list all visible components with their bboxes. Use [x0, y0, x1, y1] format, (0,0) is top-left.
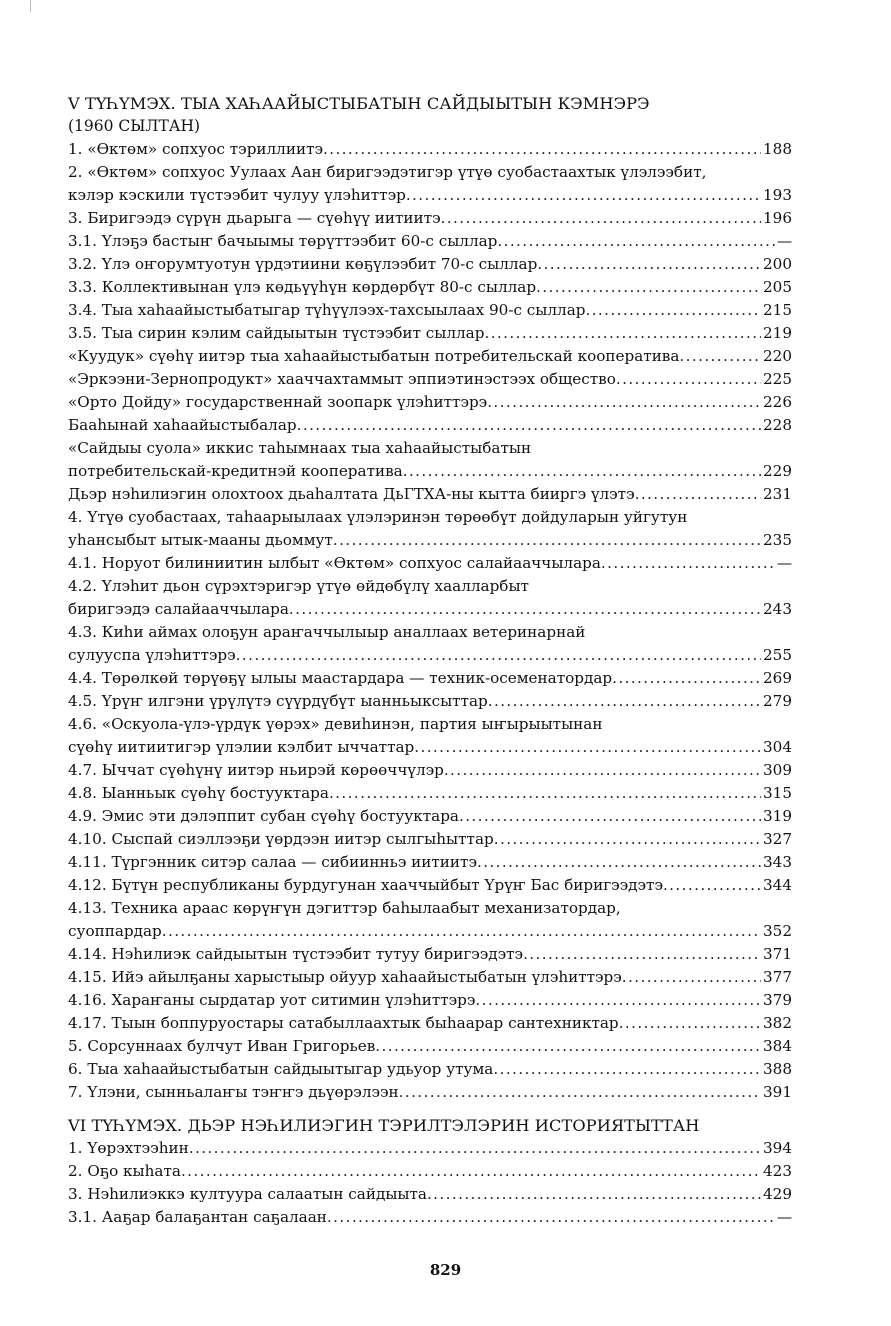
- toc-entry-title: 1. «Өктөм» сопхуос тэриллиитэ: [68, 140, 323, 158]
- toc-entry-page: 205: [763, 278, 792, 296]
- toc-entry-title: 3.3. Коллективынан үлэ көдьүүһүн көрдөрбүт 80-с сыллар: [68, 278, 537, 296]
- toc-entry[interactable]: [68, 966, 792, 989]
- toc-entry[interactable]: [68, 690, 792, 713]
- dot-leader: [493, 1058, 761, 1081]
- toc-entry-page: 384: [763, 1037, 792, 1055]
- dot-leader: [236, 644, 761, 667]
- toc-entry-page: 220: [763, 347, 792, 365]
- toc-entry-row: [68, 1206, 792, 1229]
- section-subtitle: (1960 СЫЛТАН): [68, 117, 201, 135]
- toc-entry-page: 228: [763, 416, 792, 434]
- toc-entry-row: [68, 345, 792, 368]
- table-of-contents: [68, 92, 792, 1229]
- dot-leader: [333, 529, 761, 552]
- toc-entry-title: 5. Сорсуннаах булчут Иван Григорьев: [68, 1037, 376, 1055]
- toc-entry-page: 231: [763, 485, 792, 503]
- toc-entry-title: 4.11. Түргэнник ситэр салаа — сибиинньэ иитиитэ: [68, 853, 477, 871]
- toc-entry[interactable]: [68, 1012, 792, 1035]
- toc-entry-page: 388: [763, 1060, 792, 1078]
- toc-entry[interactable]: [68, 782, 792, 805]
- toc-entry-title: 4.14. Нэһилиэк сайдыытын түстээбит тутуу биригээдэтэ: [68, 945, 524, 963]
- dot-leader: [494, 828, 761, 851]
- toc-entry-title: 2. Оҕо кыһата: [68, 1162, 181, 1180]
- toc-entry-title: 3. Биригээдэ сүрүн дьарыга — сүөһүү иитиитэ: [68, 209, 441, 227]
- dot-leader: [162, 920, 761, 943]
- dot-leader: [403, 460, 761, 483]
- toc-entry-page: 379: [763, 991, 792, 1009]
- toc-entry-row: [68, 138, 792, 161]
- toc-entry-page: 391: [763, 1083, 792, 1101]
- toc-entry-row: [68, 230, 792, 253]
- toc-entry-title: 4.9. Эмис эти дэлэппит субан сүөһү бостууктара: [68, 807, 459, 825]
- toc-entry-title: «Орто Дойду» государственнай зоопарк үлэһиттэрэ: [68, 393, 488, 411]
- toc-entry[interactable]: [68, 299, 792, 322]
- toc-entry-title: 4.16. Хараҥаны сырдатар уот ситимин үлэһиттэрэ: [68, 991, 476, 1009]
- toc-entry-title-line: 4.13. Техника араас көрүҥүн дэгиттэр баһылаабыт механизатордар,: [68, 899, 621, 917]
- toc-entry-page: 394: [763, 1139, 792, 1157]
- toc-entry[interactable]: [68, 621, 792, 667]
- toc-entry-page: 219: [763, 324, 792, 342]
- dot-leader: [612, 667, 761, 690]
- toc-entry[interactable]: [68, 1058, 792, 1081]
- toc-entry-title: 4.12. Бүтүн республиканы бурдугунан хааччыйбыт Үрүҥ Бас биригээдэтэ: [68, 876, 663, 894]
- toc-entry[interactable]: [68, 437, 792, 483]
- dot-leader: [475, 989, 761, 1012]
- toc-entry-page: 371: [763, 945, 792, 963]
- toc-entry-title: сулууспа үлэһиттэрэ: [68, 646, 236, 664]
- dot-leader: [289, 598, 761, 621]
- dot-leader: [297, 414, 761, 437]
- toc-entry-row: [68, 368, 792, 391]
- page-number: 829: [429, 1261, 462, 1279]
- toc-entry[interactable]: [68, 276, 792, 299]
- toc-entry-row: [68, 552, 792, 575]
- dot-leader: [488, 690, 761, 713]
- toc-entry-title: 7. Үлэни, сынньалаҥы тэҥҥэ дьүөрэлээн: [68, 1083, 399, 1101]
- toc-entry[interactable]: [68, 1137, 792, 1160]
- dot-leader: [497, 230, 774, 253]
- toc-entry-row: [68, 759, 792, 782]
- dot-leader: [323, 138, 761, 161]
- toc-entry-row: [68, 1035, 792, 1058]
- toc-entry-row: [68, 667, 792, 690]
- toc-entry-title: 3.4. Тыа хаһаайыстыбатыгар түһүүлээх-тахсыылаах 90-с сыллар: [68, 301, 586, 319]
- toc-entry[interactable]: [68, 1081, 792, 1104]
- toc-entry-row: [68, 483, 792, 506]
- toc-entry-page: 327: [763, 830, 792, 848]
- toc-entry[interactable]: [68, 828, 792, 851]
- toc-entry-page: 269: [763, 669, 792, 687]
- toc-entry[interactable]: [68, 414, 792, 437]
- toc-entry-page: —: [776, 232, 792, 250]
- toc-entry-page: 225: [763, 370, 792, 388]
- toc-entry-row: [68, 828, 792, 851]
- toc-entry[interactable]: [68, 391, 792, 414]
- toc-entry-title: 4.7. Ыччат сүөһүнү иитэр ньирэй көрөөччүлэр: [68, 761, 444, 779]
- dot-leader: [537, 253, 761, 276]
- toc-entry-title-line: «Сайдыы суола» иккис таһымнаах тыа хаһаайыстыбатын: [68, 439, 532, 457]
- toc-entry[interactable]: [68, 805, 792, 828]
- toc-entry[interactable]: [68, 207, 792, 230]
- toc-entry[interactable]: [68, 667, 792, 690]
- dot-leader: [635, 483, 761, 506]
- dot-leader: [329, 782, 761, 805]
- toc-entry-title: «Куудук» сүөһү иитэр тыа хаһаайыстыбатын потребительскай кооператива: [68, 347, 680, 365]
- dot-leader: [414, 736, 761, 759]
- toc-entry-page: 200: [763, 255, 792, 273]
- toc-entry[interactable]: [68, 253, 792, 276]
- toc-entry[interactable]: [68, 713, 792, 759]
- toc-entry-title: суоппардар: [68, 922, 162, 940]
- toc-entry-row: [68, 1137, 792, 1160]
- toc-entry[interactable]: [68, 897, 792, 943]
- dot-leader: [427, 1183, 761, 1206]
- toc-entry-page: 243: [763, 600, 792, 618]
- dot-leader: [663, 874, 761, 897]
- toc-entry-page: 193: [763, 186, 792, 204]
- toc-entry-page: 304: [763, 738, 792, 756]
- dot-leader: [622, 966, 761, 989]
- toc-entry-page: 279: [763, 692, 792, 710]
- toc-entry-title: 3.2. Үлэ оҥорумтуотун үрдэтиини көҕүлээбит 70-с сыллар: [68, 255, 538, 273]
- toc-entry-title: 1. Үөрэхтээһин: [68, 1139, 189, 1157]
- toc-entry[interactable]: [68, 1035, 792, 1058]
- toc-entry-title: 6. Тыа хаһаайыстыбатын сайдыытыгар удьуор утума: [68, 1060, 494, 1078]
- toc-entry[interactable]: [68, 368, 792, 391]
- toc-entry-page: 382: [763, 1014, 792, 1032]
- toc-entry-row: [68, 851, 792, 874]
- toc-entry[interactable]: [68, 322, 792, 345]
- toc-entry-row: [68, 943, 792, 966]
- dot-leader: [441, 207, 761, 230]
- dot-leader: [375, 1035, 761, 1058]
- toc-entry[interactable]: [68, 1206, 792, 1229]
- toc-entry-title: 4.1. Норуот билиниитин ылбыт «Өктөм» сопхуос салайааччылара: [68, 554, 601, 572]
- toc-entry-title: 3.1. Ааҕар балаҕантан саҕалаан: [68, 1208, 327, 1226]
- toc-entry-title: 3.1. Үлэҕэ бастыҥ бачыымы төрүттээбит 60-с сыллар: [68, 232, 498, 250]
- toc-entry-page: 344: [763, 876, 792, 894]
- toc-entry[interactable]: [68, 506, 792, 552]
- toc-entry-row: [68, 322, 792, 345]
- toc-entry-title: 3. Нэһилиэккэ култуура салаатын сайдыыта: [68, 1185, 427, 1203]
- dot-leader: [459, 805, 761, 828]
- scan-edge-mark: [30, 0, 31, 12]
- toc-entry-page: 377: [763, 968, 792, 986]
- toc-entry-row: [68, 1081, 792, 1104]
- dot-leader: [601, 552, 775, 575]
- toc-entry-title-line: 4.3. Киһи аймах олоҕун араҥаччылыыр аналлаах ветеринарнай: [68, 623, 586, 641]
- toc-entry-title: потребительскай-кредитнэй кооператива: [68, 462, 403, 480]
- dot-leader: [536, 276, 761, 299]
- toc-entry-page: 188: [763, 140, 792, 158]
- dot-leader: [406, 184, 761, 207]
- toc-entry-page: —: [776, 554, 792, 572]
- toc-entry-row: [68, 1160, 792, 1183]
- toc-entry-title: 4.17. Тыын боппуруостары сатабыллаахтык быһаарар сантехниктар: [68, 1014, 619, 1032]
- toc-entry[interactable]: [68, 1160, 792, 1183]
- toc-entry-row: [68, 690, 792, 713]
- toc-entry-page: —: [776, 1208, 792, 1226]
- toc-entry-row: [68, 253, 792, 276]
- toc-entry-row: [68, 644, 792, 667]
- toc-entry[interactable]: [68, 552, 792, 575]
- section-title: V ТҮҺҮМЭХ. ТЫА ХАҺААЙЫСТЫБАТЫН САЙДЫЫТЫН КЭМНЭРЭ: [68, 94, 650, 113]
- toc-entry-title: 4.4. Төрөлкөй төрүөҕү ылыы маастардара — техник-осеменатордар: [68, 669, 613, 687]
- toc-entry-page: 196: [763, 209, 792, 227]
- toc-entry[interactable]: [68, 851, 792, 874]
- toc-entry-title: Бааһынай хаһаайыстыбалар: [68, 416, 297, 434]
- toc-entry[interactable]: [68, 575, 792, 621]
- toc-entry-row: [68, 874, 792, 897]
- toc-entry-title-line: 2. «Өктөм» сопхуос Уулаах Аан биригээдэтигэр үтүө суобастаахтык үлэлээбит,: [68, 163, 707, 181]
- dot-leader: [487, 391, 761, 414]
- toc-entry[interactable]: [68, 989, 792, 1012]
- toc-entry-title: Дьэр нэһилиэгин олохтоох дьаһалтата ДьГТХА-ны кытта бииргэ үлэтэ: [68, 485, 635, 503]
- toc-entry-page: 255: [763, 646, 792, 664]
- toc-entry-page: 215: [763, 301, 792, 319]
- toc-entry-title: 4.15. Ийэ айылҕаны харыстыыр ойуур хаһаайыстыбатын үлэһиттэрэ: [68, 968, 622, 986]
- toc-entry-page: 352: [763, 922, 792, 940]
- toc-entry-title-line: 4.6. «Оскуола-үлэ-үрдүк үөрэх» девиһинэн, партия ыҥырыытынан: [68, 715, 603, 733]
- dot-leader: [181, 1160, 761, 1183]
- dot-leader: [477, 851, 761, 874]
- dot-leader: [399, 1081, 761, 1104]
- toc-entry[interactable]: [68, 943, 792, 966]
- toc-entry-row: [68, 598, 792, 621]
- toc-entry-page: 343: [763, 853, 792, 871]
- toc-entry-page: 235: [763, 531, 792, 549]
- section-gap: [68, 1104, 792, 1114]
- toc-entry-row: [68, 805, 792, 828]
- toc-entry-page: 226: [763, 393, 792, 411]
- toc-entry-title-line: 4.2. Үлэһит дьон сүрэхтэригэр үтүө өйдөбүлү хаалларбыт: [68, 577, 529, 595]
- toc-entry-row: [68, 920, 792, 943]
- toc-entry-row: [68, 276, 792, 299]
- toc-entry-row: [68, 414, 792, 437]
- toc-entry-row: [68, 989, 792, 1012]
- toc-entry-page: 423: [763, 1162, 792, 1180]
- toc-entry[interactable]: [68, 345, 792, 368]
- toc-entry-row: [68, 966, 792, 989]
- dot-leader: [619, 1012, 761, 1035]
- toc-entry-page: 429: [763, 1185, 792, 1203]
- toc-entry-title: 3.5. Тыа сирин кэлим сайдыытын түстээбит сыллар: [68, 324, 485, 342]
- toc-entry-title: сүөһү иитиитигэр үлэлии кэлбит ыччаттар: [68, 738, 415, 756]
- toc-entry[interactable]: [68, 161, 792, 207]
- toc-entry-row: [68, 207, 792, 230]
- toc-entry-title: кэлэр кэскили түстээбит чулуу үлэһиттэр: [68, 186, 406, 204]
- dot-leader: [327, 1206, 775, 1229]
- dot-leader: [189, 1137, 761, 1160]
- toc-entry[interactable]: [68, 1183, 792, 1206]
- dot-leader: [585, 299, 761, 322]
- toc-entry-row: [68, 782, 792, 805]
- toc-entry-row: [68, 1183, 792, 1206]
- toc-entry-row: [68, 460, 792, 483]
- toc-entry-page: 319: [763, 807, 792, 825]
- dot-leader: [616, 368, 761, 391]
- toc-entry-title: 4.10. Сыспай сиэллээҕи үөрдээн иитэр сылгыһыттар: [68, 830, 494, 848]
- dot-leader: [484, 322, 761, 345]
- toc-entry-row: [68, 1012, 792, 1035]
- toc-entry[interactable]: [68, 759, 792, 782]
- section-title: VI ТҮҺҮМЭХ. ДЬЭР НЭҺИЛИЭГИН ТЭРИЛТЭЛЭРИН ИСТОРИЯТЫТТАН: [68, 1116, 700, 1135]
- toc-entry-row: [68, 736, 792, 759]
- toc-entry-title: «Эркээни-Зернопродукт» хааччахтаммыт эппиэтинэстээх общество: [68, 370, 616, 388]
- toc-entry-title: 4.8. Ыанньык сүөһү бостууктара: [68, 784, 329, 802]
- toc-entry-title: уһансыбыт ытык-мааны дьоммут: [68, 531, 333, 549]
- toc-entry-page: 229: [763, 462, 792, 480]
- toc-entry[interactable]: [68, 483, 792, 506]
- toc-entry-row: [68, 529, 792, 552]
- toc-entry-page: 315: [763, 784, 792, 802]
- toc-entry-row: [68, 184, 792, 207]
- toc-entry-title-line: 4. Үтүө суобастаах, таһаарыылаах үлэлэринэн төрөөбүт дойдуларын уйгутун: [68, 508, 688, 526]
- toc-entry[interactable]: [68, 138, 792, 161]
- dot-leader: [679, 345, 761, 368]
- toc-entry-title: биригээдэ салайааччылара: [68, 600, 289, 618]
- toc-entry-row: [68, 391, 792, 414]
- toc-entry[interactable]: [68, 874, 792, 897]
- dot-leader: [523, 943, 761, 966]
- toc-entry-row: [68, 299, 792, 322]
- toc-entry-row: [68, 1058, 792, 1081]
- dot-leader: [444, 759, 761, 782]
- toc-entry-title: 4.5. Үрүҥ илгэни үрүлүтэ сүүрдүбүт ыанньыксыттар: [68, 692, 488, 710]
- toc-entry-page: 309: [763, 761, 792, 779]
- toc-entry[interactable]: [68, 230, 792, 253]
